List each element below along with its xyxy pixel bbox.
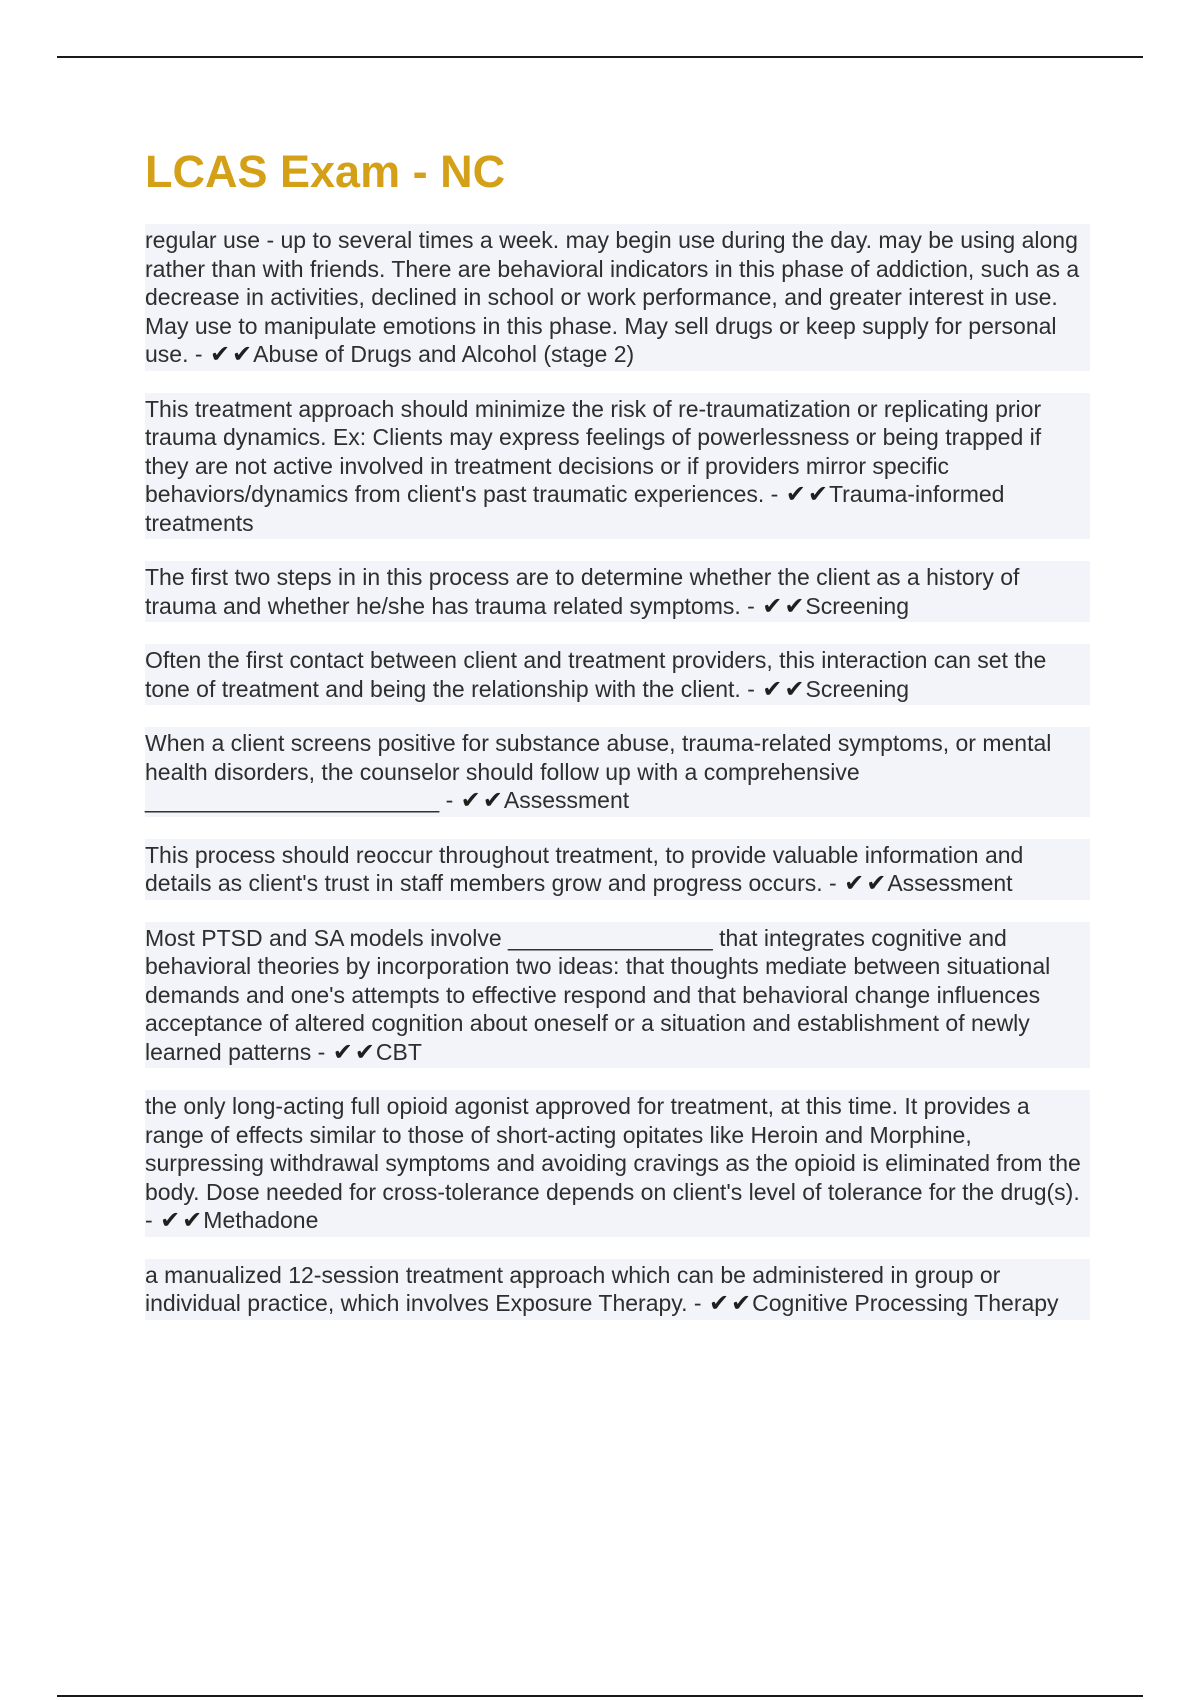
flashcard — [145, 922, 1090, 1069]
flashcard-answer: Assessment — [503, 787, 630, 813]
checkmark-icon: ✔ — [182, 1206, 203, 1234]
separator: - — [822, 870, 844, 896]
checkmark-icon: ✔ — [731, 1289, 752, 1317]
separator: - — [687, 1290, 708, 1316]
separator: - — [145, 1207, 160, 1233]
checkmark-icon: ✔ — [232, 340, 253, 368]
checkmark-icon: ✔ — [784, 674, 805, 703]
separator: - — [188, 341, 209, 367]
checkmark-icon: ✔ — [160, 1206, 181, 1234]
flashcard-answer: Screening — [805, 592, 909, 619]
checkmark-icon: ✔ — [762, 674, 783, 703]
separator: - — [740, 592, 762, 619]
flashcard-answer: CBT — [375, 1038, 422, 1065]
checkmark-icon: ✔ — [762, 591, 783, 620]
flashcard-answer: Methadone — [203, 1207, 319, 1233]
flashcard — [145, 1090, 1090, 1237]
flashcard — [145, 224, 1090, 371]
flashcard — [145, 644, 1090, 705]
flashcard-question: This process should reoccur throughout treatment, to provide valuable information and details as client's trust in staff members grow and progress occurs. — [145, 841, 1024, 896]
top-rule — [57, 56, 1143, 58]
flashcard — [145, 1259, 1090, 1320]
separator: - — [764, 481, 785, 507]
separator: - — [740, 675, 762, 702]
flashcard — [145, 393, 1090, 540]
checkmark-icon: ✔ — [332, 1037, 353, 1066]
checkmark-icon: ✔ — [482, 786, 503, 814]
flashcard-list — [145, 224, 1095, 1320]
checkmark-icon: ✔ — [866, 869, 887, 897]
flashcard-question: Most PTSD and SA models involve ________________ that integrates cognitive and behavioral theories by incorporation two ideas: that thoughts mediate between situational demands and one's attempts to effective respond and that behavioral change influences acceptance of altered cognition about oneself or a situation and establishment of newly learned patterns — [145, 924, 1051, 1065]
checkmark-icon: ✔ — [785, 480, 806, 508]
separator: - — [311, 1038, 332, 1065]
flashcard-answer: Trauma-informed treatments — [145, 481, 1005, 536]
flashcard-question: regular use - up to several times a week. may begin use during the day. may be using along rather than with friends. There are behavioral indicators in this phase of addiction, such as a decrease in activities, declined in school or work performance, and greater interest in use. May use to manipulate emotions in this phase. May sell drugs or keep supply for personal use. — [145, 227, 1080, 367]
checkmark-icon: ✔ — [209, 340, 231, 368]
flashcard-answer: Assessment — [887, 870, 1013, 896]
flashcard-answer: Cognitive Processing Therapy — [752, 1290, 1059, 1316]
flashcard-answer: Screening — [805, 675, 910, 702]
flashcard-question: When a client screens positive for substance abuse, trauma-related symptoms, or mental health disorders, the counselor should follow up with a comprehensive _______________________ — [145, 730, 1052, 813]
flashcard — [145, 561, 1090, 622]
checkmark-icon: ✔ — [844, 869, 865, 897]
checkmark-icon: ✔ — [708, 1289, 730, 1317]
flashcard-question: This treatment approach should minimize the risk of re-traumatization or replicating prior trauma dynamics. Ex: Clients may express feelings of powerlessness or being trapped if they are not active involved in treatment decisions or if providers mirror specific behaviors/dynamics from client's past traumatic experiences. — [145, 395, 1042, 507]
flashcard-question: Often the first contact between client and treatment providers, this interaction can set the tone of treatment and being the relationship with the client. — [145, 647, 1047, 702]
bottom-rule — [57, 1695, 1143, 1697]
checkmark-icon: ✔ — [460, 786, 481, 814]
flashcard — [145, 727, 1090, 817]
flashcard-question: the only long-acting full opioid agonist approved for treatment, at this time. It provides a range of effects similar to those of short-acting opitates like Heroin and Morphine, surpressing withdrawal symptoms and avoiding cravings as the opioid is eliminated from the body. Dose needed for cross-tolerance depends on client's level of tolerance for the drug(s). — [145, 1093, 1081, 1205]
document-body — [145, 142, 1095, 1320]
checkmark-icon: ✔ — [354, 1037, 375, 1066]
separator: - — [439, 787, 460, 813]
checkmark-icon: ✔ — [784, 591, 805, 620]
flashcard-answer: Abuse of Drugs and Alcohol (stage 2) — [253, 341, 635, 367]
page-title: LCAS Exam - NC — [145, 146, 506, 197]
flashcard-question: The first two steps in in this process are to determine whether the client as a history of trauma and whether he/she has trauma related symptoms. — [145, 564, 1020, 619]
flashcard — [145, 839, 1090, 900]
flashcard-question: a manualized 12-session treatment approach which can be administered in group or individual practice, which involves Exposure Therapy. — [145, 1261, 1001, 1316]
checkmark-icon: ✔ — [807, 480, 828, 508]
